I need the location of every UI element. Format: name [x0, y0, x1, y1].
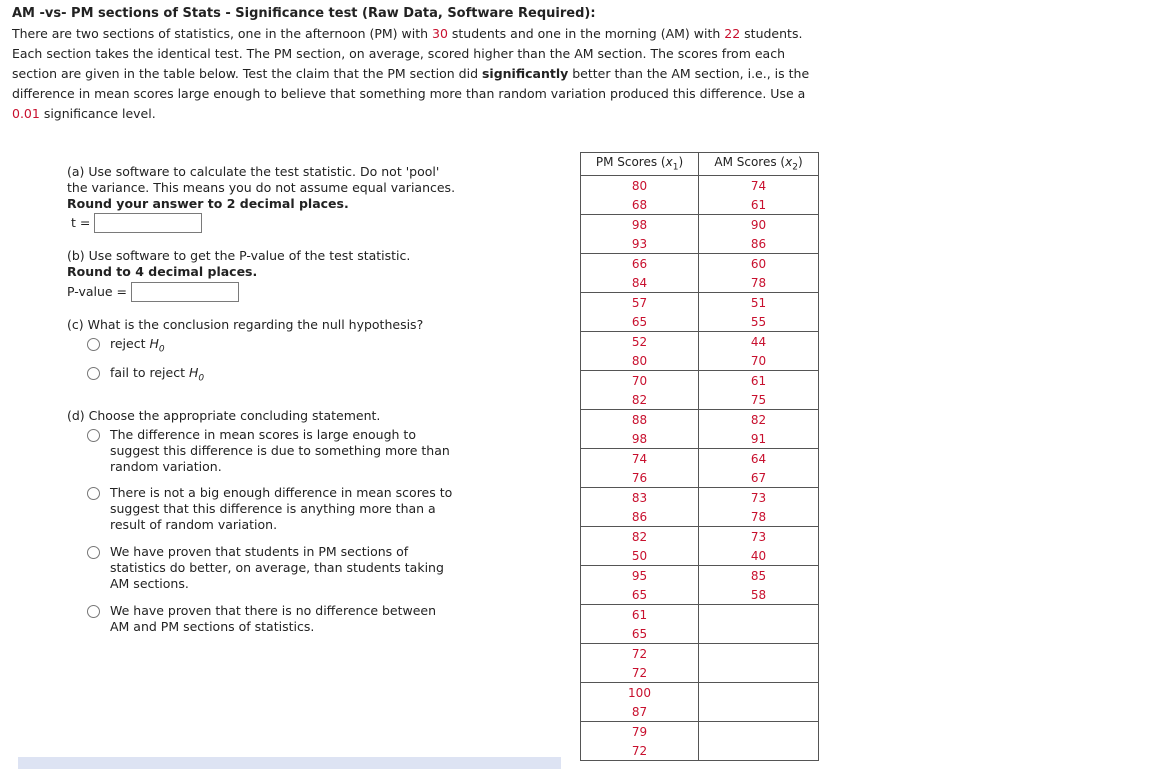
- am-score-cell: 91: [699, 429, 819, 449]
- pm-score-cell: 52: [581, 332, 699, 352]
- question-d-prompt: (d) Choose the appropriate concluding statement.: [67, 408, 381, 423]
- option-significant-difference[interactable]: The difference in mean scores is large enough to suggest this difference is due to something more than random variation.: [87, 427, 487, 475]
- am-score-cell: [699, 741, 819, 761]
- pm-score-cell: 57: [581, 293, 699, 313]
- am-scores-header: AM Scores $(x_2)$: [699, 153, 819, 176]
- p-value-input[interactable]: [131, 282, 239, 302]
- pm-score-cell: 86: [581, 507, 699, 527]
- radio-button[interactable]: [87, 546, 100, 559]
- bottom-bar: [18, 757, 561, 769]
- pm-score-cell: 65: [581, 624, 699, 644]
- pm-score-cell: 72: [581, 741, 699, 761]
- table-row: [581, 663, 819, 683]
- option-proven-no-difference[interactable]: We have proven that there is no difference between AM and PM sections of statistics.: [87, 603, 487, 635]
- problem-intro: [12, 24, 832, 124]
- am-score-cell: 74: [699, 176, 819, 196]
- pm-sample-size: 30: [432, 26, 448, 41]
- pm-score-cell: 79: [581, 722, 699, 742]
- radio-button[interactable]: [87, 605, 100, 618]
- am-score-cell: 51: [699, 293, 819, 313]
- pm-score-cell: 70: [581, 371, 699, 391]
- am-score-cell: 61: [699, 371, 819, 391]
- table-row: [581, 449, 819, 469]
- am-score-cell: 70: [699, 351, 819, 371]
- am-score-cell: 86: [699, 234, 819, 254]
- am-score-cell: 40: [699, 546, 819, 566]
- am-score-cell: [699, 605, 819, 625]
- intro-text-5: significance level.: [39, 106, 156, 121]
- question-c-prompt: (c) What is the conclusion regarding the null hypothesis?: [67, 317, 424, 332]
- pm-score-cell: 61: [581, 605, 699, 625]
- option-reject-h0[interactable]: reject $H_0$: [87, 336, 487, 358]
- radio-button[interactable]: [87, 367, 100, 380]
- am-score-cell: 73: [699, 527, 819, 547]
- pm-score-cell: 88: [581, 410, 699, 430]
- p-value-label: P-value =: [67, 284, 128, 299]
- pm-score-cell: 98: [581, 215, 699, 235]
- am-score-cell: [699, 624, 819, 644]
- pm-score-cell: 82: [581, 527, 699, 547]
- am-score-cell: [699, 702, 819, 722]
- table-row: [581, 293, 819, 313]
- table-row: [581, 624, 819, 644]
- table-row: [581, 507, 819, 527]
- intro-text-2: students and one in the morning (AM) with: [447, 26, 725, 41]
- pm-score-cell: 74: [581, 449, 699, 469]
- intro-emphasis: significantly: [481, 66, 569, 81]
- table-row: [581, 176, 819, 196]
- radio-button[interactable]: [87, 429, 100, 442]
- table-row: [581, 312, 819, 332]
- intro-text-4: better than the AM section, i.e., is the difference in mean scores large enough to believe that something more than random variation produced this difference. Use a: [12, 66, 810, 101]
- table-row: [581, 195, 819, 215]
- am-score-cell: 64: [699, 449, 819, 469]
- am-score-cell: 85: [699, 566, 819, 586]
- option-proven-pm-better[interactable]: We have proven that students in PM sections of statistics do better, on average, than students taking AM sections.: [87, 544, 487, 592]
- option-not-significant[interactable]: There is not a big enough difference in mean scores to suggest that this difference is anything more than a result of random variation.: [87, 485, 487, 533]
- pm-score-cell: 84: [581, 273, 699, 293]
- pm-score-cell: 93: [581, 234, 699, 254]
- table-row: [581, 605, 819, 625]
- am-score-cell: 60: [699, 254, 819, 274]
- question-a-rounding: Round your answer to 2 decimal places.: [67, 196, 349, 211]
- table-row: [581, 644, 819, 664]
- question-b: [67, 248, 410, 302]
- table-row: [581, 215, 819, 235]
- table-row: [581, 585, 819, 605]
- am-score-cell: 82: [699, 410, 819, 430]
- am-score-cell: 78: [699, 507, 819, 527]
- table-row: [581, 234, 819, 254]
- pm-score-cell: 95: [581, 566, 699, 586]
- radio-button[interactable]: [87, 338, 100, 351]
- am-sample-size: 22: [724, 26, 741, 41]
- pm-score-cell: 66: [581, 254, 699, 274]
- pm-scores-header: PM Scores $(x_1)$: [581, 153, 699, 176]
- question-a-line2: the variance. This means you do not assume equal variances.: [67, 180, 456, 195]
- am-score-cell: [699, 663, 819, 683]
- am-score-cell: 44: [699, 332, 819, 352]
- pm-score-cell: 80: [581, 351, 699, 371]
- pm-score-cell: 72: [581, 644, 699, 664]
- am-score-cell: 61: [699, 195, 819, 215]
- am-score-cell: 67: [699, 468, 819, 488]
- table-row: [581, 566, 819, 586]
- t-label: t =: [71, 215, 91, 230]
- am-score-cell: 90: [699, 215, 819, 235]
- pm-score-cell: 82: [581, 390, 699, 410]
- am-score-cell: 78: [699, 273, 819, 293]
- table-row: [581, 429, 819, 449]
- pm-score-cell: 65: [581, 585, 699, 605]
- intro-text-3: students. Each section takes the identical test. The PM section, on average, scored higher than the AM section. The scores from each section are given in the table below. Test the claim that the PM section did: [12, 26, 803, 81]
- am-score-cell: 58: [699, 585, 819, 605]
- radio-button[interactable]: [87, 487, 100, 500]
- pm-score-cell: 50: [581, 546, 699, 566]
- problem-header: [12, 4, 832, 124]
- table-row: [581, 410, 819, 430]
- pm-score-cell: 65: [581, 312, 699, 332]
- table-row: [581, 741, 819, 761]
- table-row: [581, 527, 819, 547]
- pm-score-cell: 100: [581, 683, 699, 703]
- question-b-line1: (b) Use software to get the P-value of the test statistic.: [67, 248, 411, 263]
- table-row: [581, 722, 819, 742]
- table-row: [581, 371, 819, 391]
- option-fail-to-reject-h0[interactable]: fail to reject $H_0$: [87, 365, 487, 387]
- table-row: [581, 546, 819, 566]
- t-statistic-input[interactable]: [94, 213, 202, 233]
- pm-score-cell: 72: [581, 663, 699, 683]
- question-b-rounding: Round to 4 decimal places.: [67, 264, 258, 279]
- pm-score-cell: 87: [581, 702, 699, 722]
- table-row: [581, 702, 819, 722]
- table-row: [581, 683, 819, 703]
- pm-score-cell: 68: [581, 195, 699, 215]
- table-row: [581, 332, 819, 352]
- am-score-cell: [699, 644, 819, 664]
- am-score-cell: 55: [699, 312, 819, 332]
- table-row: [581, 254, 819, 274]
- scores-table-container: [580, 152, 819, 761]
- table-row: [581, 273, 819, 293]
- significance-level: 0.01: [12, 106, 40, 121]
- table-row: [581, 488, 819, 508]
- scores-table: [580, 152, 819, 761]
- intro-text-1: There are two sections of statistics, one in the afternoon (PM) with: [12, 26, 433, 41]
- pm-score-cell: 98: [581, 429, 699, 449]
- am-score-cell: [699, 722, 819, 742]
- am-score-cell: 73: [699, 488, 819, 508]
- pm-score-cell: 83: [581, 488, 699, 508]
- pm-score-cell: 80: [581, 176, 699, 196]
- problem-title: AM -vs- PM sections of Stats - Significance test (Raw Data, Software Required):: [12, 6, 596, 21]
- am-score-cell: 75: [699, 390, 819, 410]
- question-a: [67, 164, 455, 233]
- table-row: [581, 351, 819, 371]
- table-row: [581, 390, 819, 410]
- pm-score-cell: 76: [581, 468, 699, 488]
- question-a-line1: (a) Use software to calculate the test statistic. Do not 'pool': [67, 164, 440, 179]
- am-score-cell: [699, 683, 819, 703]
- table-row: [581, 468, 819, 488]
